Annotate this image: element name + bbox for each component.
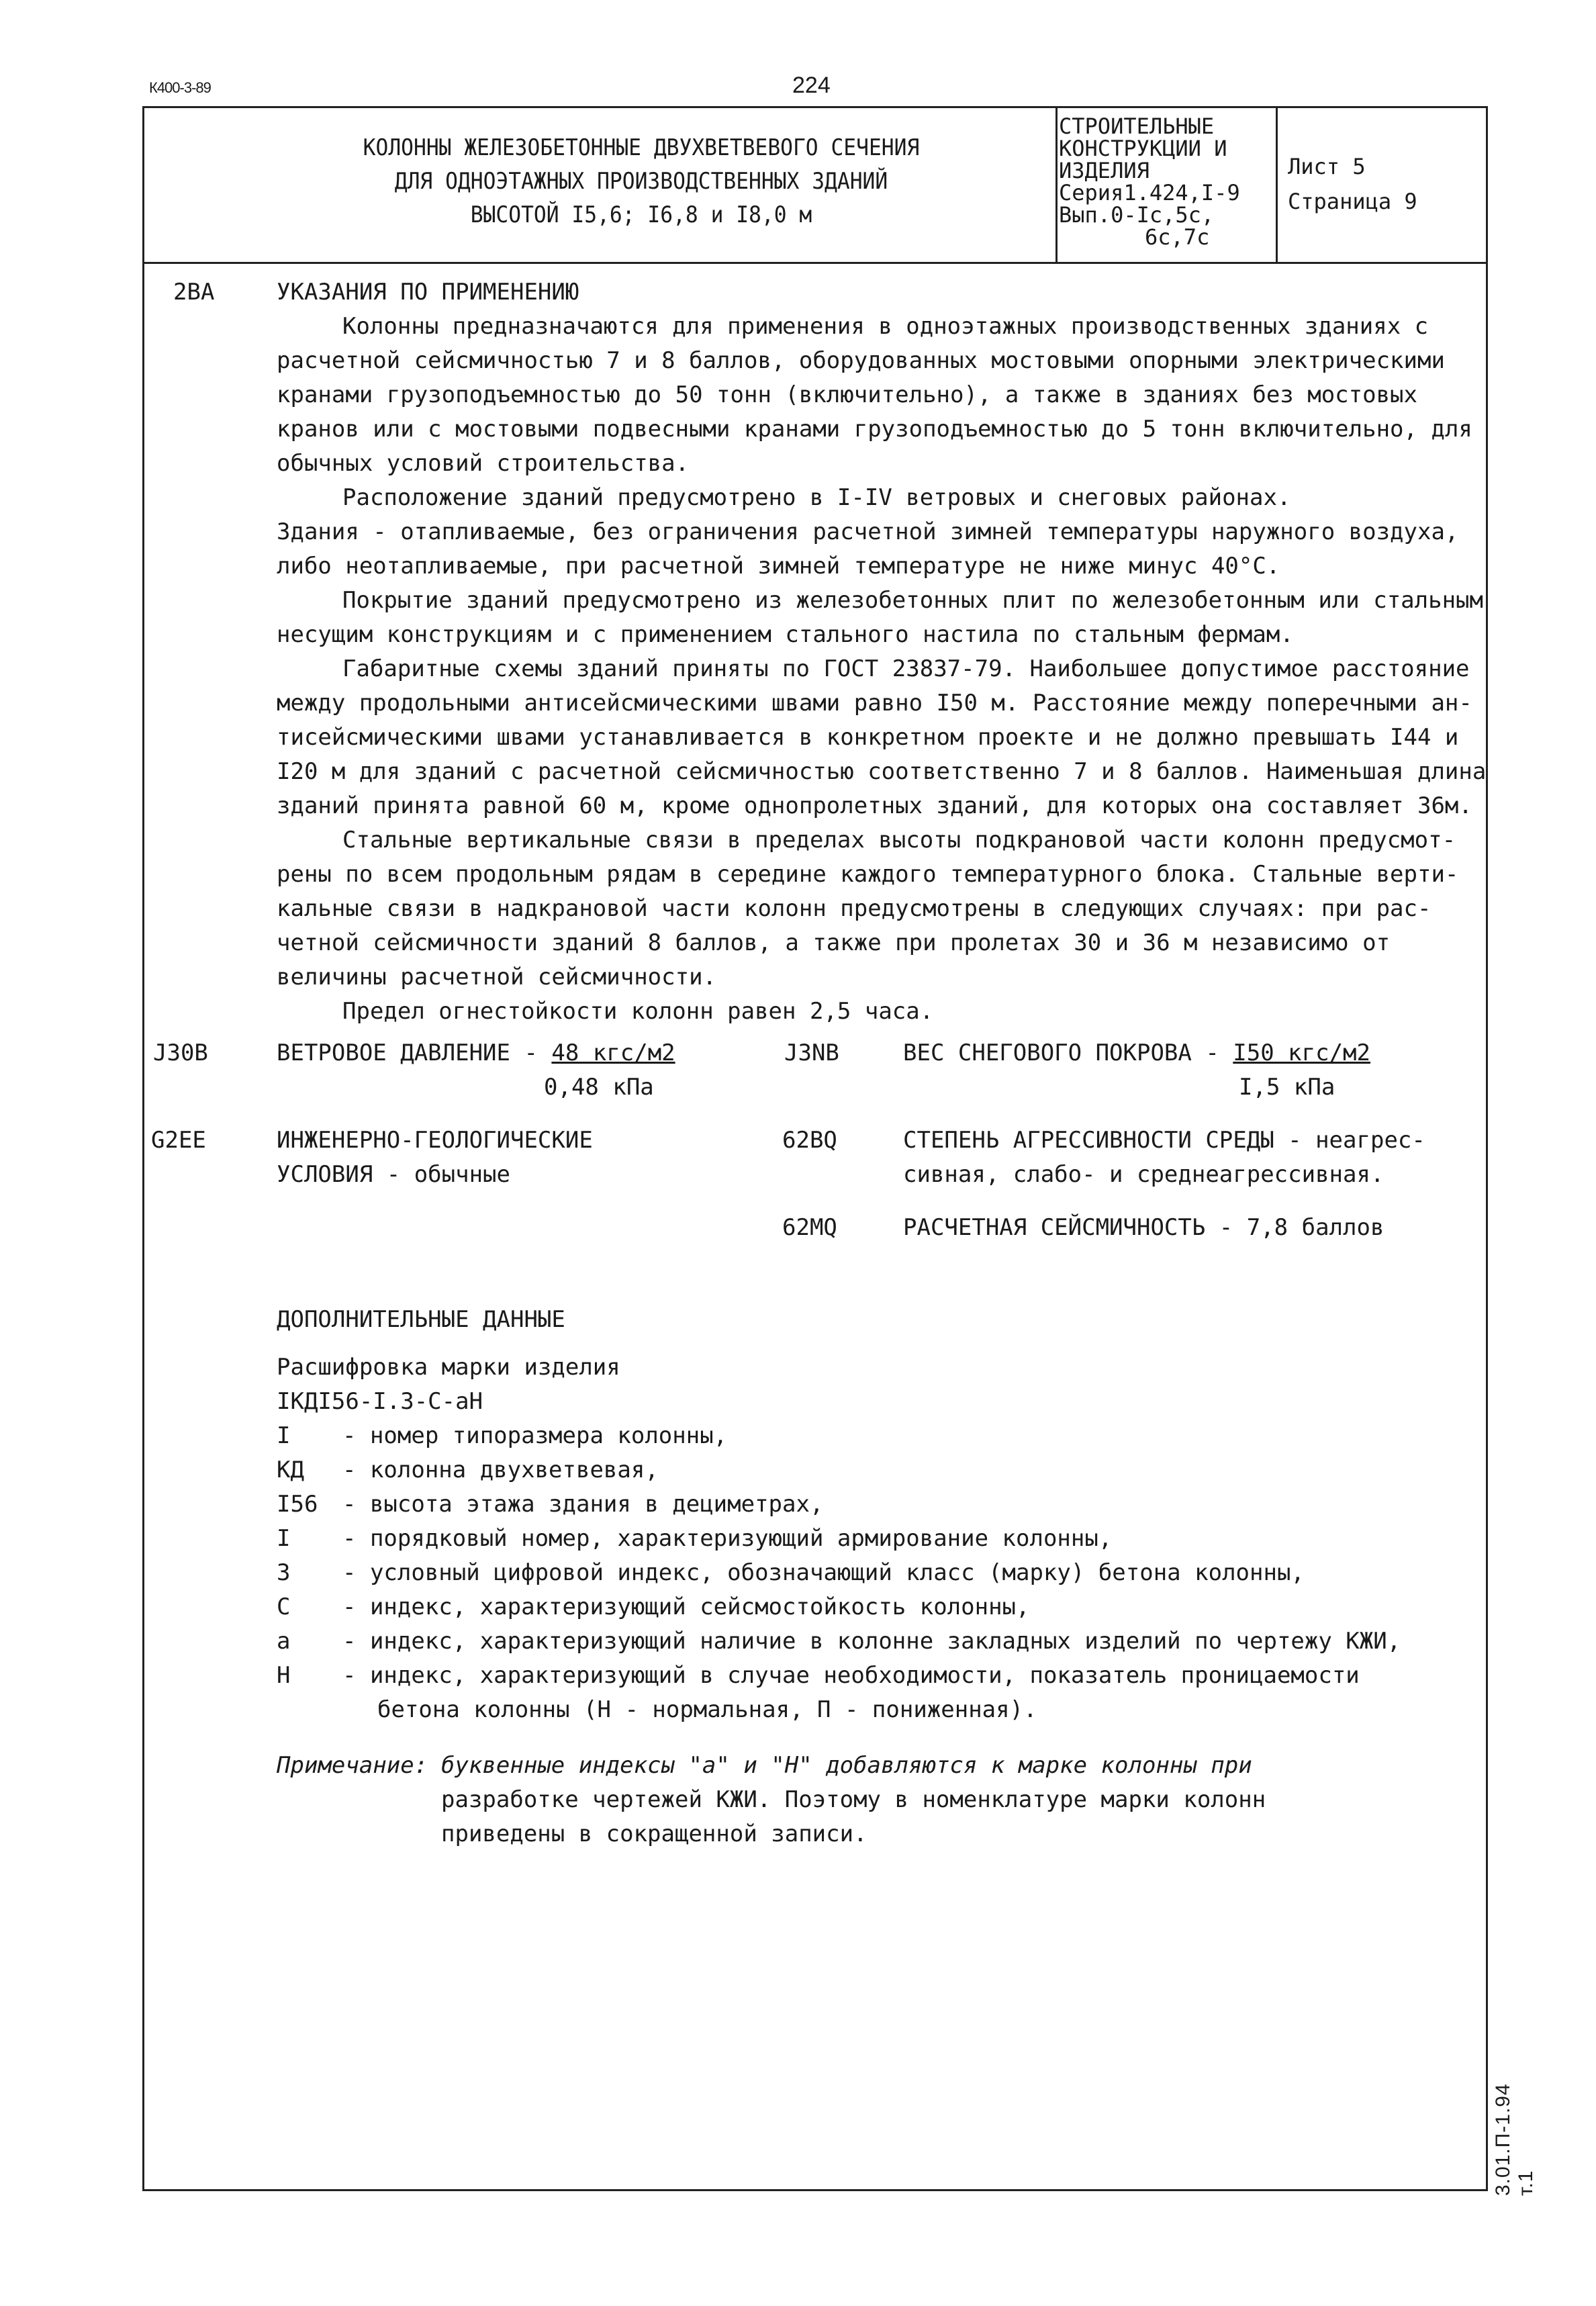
header-divider-v2 xyxy=(1276,106,1278,262)
aggressiveness-code: 62BQ xyxy=(782,1127,837,1154)
seismicity-code: 62MQ xyxy=(782,1214,837,1241)
additional-data xyxy=(277,1303,1472,1851)
decode-item xyxy=(277,1590,1472,1624)
decode-item xyxy=(277,1659,1472,1693)
side-code: 3.01.П-1.94 т.1 xyxy=(1492,2083,1537,2196)
usage-heading: УКАЗАНИЯ ПО ПРИМЕНЕНИЮ xyxy=(277,279,579,306)
decode-desc: - индекс, характеризующий наличие в колонне закладных изделий по чертежу КЖИ, xyxy=(342,1628,1401,1655)
decode-title: Расшифровка марки изделия xyxy=(277,1354,620,1381)
usage-line: Покрытие зданий предусмотрено из железобетонных плит по железобетонным или стальным xyxy=(342,587,1483,614)
snow-label: ВЕС СНЕГОВОГО ПОКРОВА - xyxy=(903,1040,1233,1066)
header-divider xyxy=(142,262,1488,264)
note-label: Примечание: xyxy=(277,1752,428,1779)
decode-desc: - условный цифровой индекс, обозначающий класс (марку) бетона колонны, xyxy=(342,1559,1305,1586)
usage-line: либо неотапливаемые, при расчетной зимней температуре не ниже минус 40°С. xyxy=(277,553,1280,580)
decode-item xyxy=(277,1624,1472,1659)
document-title xyxy=(255,131,1027,232)
usage-line: четной сейсмичности зданий 8 баллов, а также при пролетах 30 и 36 м независимо от xyxy=(277,929,1391,956)
decode-key: а xyxy=(277,1628,291,1655)
wind-label: ВЕТРОВОЕ ДАВЛЕНИЕ - xyxy=(277,1040,552,1066)
series-line: КОНСТРУКЦИИ И xyxy=(1059,136,1227,161)
usage-line: между продольными антисейсмическими швами равно I50 м. Расстояние между поперечными ан- xyxy=(277,690,1472,717)
usage-section xyxy=(277,275,1593,1029)
decode-desc: - порядковый номер, характеризующий армирование колонны, xyxy=(342,1525,1113,1552)
geo-line: УСЛОВИЯ - обычные xyxy=(277,1161,510,1188)
decode-item xyxy=(277,1522,1472,1556)
geo-code: G2EE xyxy=(151,1127,206,1154)
note xyxy=(277,1749,1472,1851)
usage-line: тисейсмическими швами устанавливается в конкретном проекте и не должно превышать I44 и xyxy=(277,724,1459,751)
snow-load xyxy=(903,1036,1370,1070)
snow-value-kpa: I,5 кПа xyxy=(1239,1074,1335,1101)
decode-key: I56 xyxy=(277,1491,318,1518)
usage-line: кранов или с мостовыми подвесными кранами грузоподъемностью до 5 тонн включительно, для xyxy=(277,416,1472,443)
decode-desc: - индекс, характеризующий в случае необходимости, показатель проницаемости xyxy=(342,1662,1360,1689)
wind-value-kpa: 0,48 кПа xyxy=(544,1074,654,1101)
aggressiveness-line: сивная, слабо- и среднеагрессивная. xyxy=(903,1161,1384,1188)
note-line: приведены в сокращенной записи. xyxy=(441,1820,867,1847)
decode-key: 3 xyxy=(277,1559,291,1586)
title-line: КОЛОННЫ ЖЕЛЕЗОБЕТОННЫЕ ДВУХВЕТВЕВОГО СЕЧЕНИЯ xyxy=(363,134,920,161)
usage-line: рены по всем продольным рядам в середине каждого температурного блока. Стальные верти- xyxy=(277,861,1459,888)
note-line: буквенные индексы "а" и "Н" добавляются к марке колонны при xyxy=(441,1752,1252,1779)
series-line: Вып.0-Iс,5с, xyxy=(1059,202,1215,228)
decode-item xyxy=(277,1556,1472,1590)
note-line: разработке чертежей КЖИ. Поэтому в номенклатуре марки колонн xyxy=(441,1786,1266,1813)
decode-desc: - колонна двухветвевая, xyxy=(342,1457,659,1483)
usage-line: Колонны предназначаются для применения в одноэтажных производственных зданиях с xyxy=(342,313,1429,340)
page-number: 224 xyxy=(792,73,831,98)
usage-line: зданий принята равной 60 м, кроме однопролетных зданий, для которых она составляет 36м. xyxy=(277,792,1472,819)
series-line: СТРОИТЕЛЬНЫЕ xyxy=(1059,113,1215,139)
decode-desc-continuation: бетона колонны (Н - нормальная, П - пониженная). xyxy=(377,1696,1037,1723)
series-line: Серия1.424,I-9 xyxy=(1059,180,1240,205)
sheet-info xyxy=(1288,149,1417,219)
series-info xyxy=(1059,113,1274,250)
usage-line: расчетной сейсмичностью 7 и 8 баллов, оборудованных мостовыми опорными электрическими xyxy=(277,347,1445,374)
decode-desc: - индекс, характеризующий сейсмостойкость колонны, xyxy=(342,1594,1030,1620)
decode-desc: - высота этажа здания в дециметрах, xyxy=(342,1491,824,1518)
usage-line: I20 м для зданий с расчетной сейсмичностью соответственно 7 и 8 баллов. Наименьшая длина xyxy=(277,758,1487,785)
usage-line: Предел огнестойкости колонн равен 2,5 часа. xyxy=(342,998,934,1025)
title-line: ВЫСОТОЙ I5,6; I6,8 и I8,0 м xyxy=(470,201,812,228)
series-line: ИЗДЕЛИЯ xyxy=(1059,158,1149,183)
usage-line: величины расчетной сейсмичности. xyxy=(277,964,717,990)
decode-key: I xyxy=(277,1422,291,1449)
usage-line: Стальные вертикальные связи в пределах высоты подкрановой части колонн предусмот- xyxy=(342,827,1456,854)
geo-conditions xyxy=(277,1123,593,1192)
decode-item xyxy=(277,1453,1472,1487)
title-line: ДЛЯ ОДНОЭТАЖНЫХ ПРОИЗВОДСТВЕННЫХ ЗДАНИЙ xyxy=(394,168,888,195)
sheet-number: Лист 5 xyxy=(1288,154,1366,179)
decode-desc: - номер типоразмера колонны, xyxy=(342,1422,728,1449)
usage-line: Габаритные схемы зданий приняты по ГОСТ 23837-79. Наибольшее допустимое расстояние xyxy=(342,655,1470,682)
environment-aggressiveness xyxy=(903,1123,1425,1192)
decode-key: Н xyxy=(277,1662,291,1689)
decode-item xyxy=(277,1487,1472,1522)
usage-line: кальные связи в надкрановой части колонн предусмотрены в следующих случаях: при рас- xyxy=(277,895,1431,922)
series-line: 6с,7с xyxy=(1145,224,1210,250)
geo-line: ИНЖЕНЕРНО-ГЕОЛОГИЧЕСКИЕ xyxy=(277,1127,593,1154)
decode-key: С xyxy=(277,1594,291,1620)
usage-line: несущим конструкциям и с применением стального настила по стальным фермам. xyxy=(277,621,1294,648)
seismicity: РАСЧЕТНАЯ СЕЙСМИЧНОСТЬ - 7,8 баллов xyxy=(903,1214,1384,1241)
usage-code: 2ВА xyxy=(173,279,215,306)
usage-line: Расположение зданий предусмотрено в I-IV ветровых и снеговых районах. xyxy=(342,484,1291,511)
additional-heading: ДОПОЛНИТЕЛЬНЫЕ ДАННЫЕ xyxy=(277,1306,565,1333)
header-divider-v1 xyxy=(1055,106,1058,262)
note-body xyxy=(441,1749,1266,1851)
decode-key: КД xyxy=(277,1457,304,1483)
usage-line: обычных условий строительства. xyxy=(277,450,690,477)
page-of-sheet: Страница 9 xyxy=(1288,189,1417,214)
document-code: К400-3-89 xyxy=(149,79,211,96)
wind-value: 48 кгс/м2 xyxy=(551,1040,675,1066)
snow-value: I50 кгс/м2 xyxy=(1233,1040,1370,1066)
decode-item xyxy=(277,1419,1472,1453)
wind-pressure xyxy=(277,1036,675,1070)
usage-line: кранами грузоподъемностью до 50 тонн (включительно), а также в зданиях без мостовых xyxy=(277,381,1417,408)
wind-code: J30B xyxy=(153,1040,208,1066)
decode-key: I xyxy=(277,1525,291,1552)
snow-code: J3NB xyxy=(784,1040,839,1066)
aggressiveness-line: СТЕПЕНЬ АГРЕССИВНОСТИ СРЕДЫ - неагрес- xyxy=(903,1127,1425,1154)
product-mark: IКДI56-I.3-С-аН xyxy=(277,1388,483,1415)
usage-line: Здания - отапливаемые, без ограничения расчетной зимней температуры наружного воздуха, xyxy=(277,518,1459,545)
